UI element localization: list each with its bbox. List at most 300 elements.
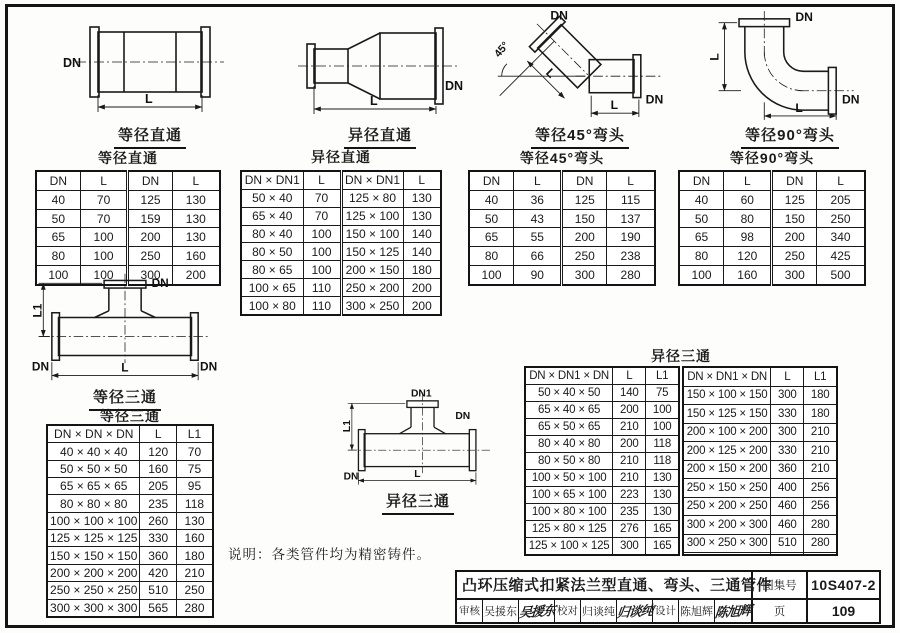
table-cell: 210 bbox=[176, 564, 213, 581]
table-cell: 130 bbox=[172, 228, 220, 247]
column-header: L1 bbox=[646, 367, 679, 385]
table-row bbox=[683, 442, 837, 461]
table-cell: 40 bbox=[36, 190, 80, 209]
table-cell bbox=[683, 553, 771, 555]
header-row bbox=[241, 171, 441, 189]
table-row bbox=[679, 209, 865, 228]
diagram-caption-text: 等径三通 bbox=[89, 386, 161, 411]
table-cell: 130 bbox=[172, 190, 220, 209]
table-cell: 50 × 40 × 50 bbox=[525, 385, 613, 402]
table-cell: 125 × 125 × 125 bbox=[47, 530, 140, 547]
table-cell: 100 bbox=[80, 266, 128, 285]
table-cell: 100 bbox=[303, 261, 341, 279]
table-row bbox=[47, 495, 213, 512]
elbow-45-table bbox=[468, 170, 656, 286]
table-cell: 150 × 125 × 150 bbox=[683, 405, 771, 424]
table-cell: 118 bbox=[176, 495, 213, 512]
note-text: 说明：各类管件均为精密铸件。 bbox=[228, 547, 431, 562]
equal-coupling-diagram bbox=[60, 10, 240, 122]
table-cell: 130 bbox=[176, 512, 213, 529]
checker-name: 归谈纯 bbox=[581, 600, 617, 622]
table-cell: 565 bbox=[140, 599, 177, 617]
table-row bbox=[525, 469, 679, 486]
header-row bbox=[47, 425, 213, 443]
table-cell: 115 bbox=[607, 190, 655, 209]
dn-label: DN bbox=[550, 8, 568, 23]
table-cell: 50 bbox=[36, 209, 80, 228]
table-cell: 65 × 65 × 65 bbox=[47, 478, 140, 495]
table-cell: 100 bbox=[36, 266, 80, 285]
table-cell: 300 bbox=[771, 386, 804, 405]
table-row bbox=[36, 209, 220, 228]
table-cell: 420 bbox=[140, 564, 177, 581]
table-cell: 75 bbox=[646, 385, 679, 402]
table-cell: 80 bbox=[679, 247, 724, 266]
table-row bbox=[47, 564, 213, 581]
table-cell: 65 bbox=[36, 228, 80, 247]
table-row bbox=[47, 599, 213, 617]
column-header: DN × DN1 bbox=[241, 171, 303, 189]
table-cell: 65 × 40 bbox=[241, 207, 303, 225]
table-cell: 180 bbox=[804, 405, 837, 424]
table-cell: 125 bbox=[562, 190, 607, 209]
table-cell: 210 bbox=[804, 442, 837, 461]
reducing-tee-diagram bbox=[342, 386, 494, 488]
table-cell: 180 bbox=[403, 261, 441, 279]
column-header: DN × DN1 × DN bbox=[683, 367, 771, 386]
table-row bbox=[36, 228, 220, 247]
dimension-table bbox=[240, 170, 442, 316]
table-cell: 210 bbox=[613, 419, 646, 436]
roles-strip bbox=[457, 600, 753, 622]
atlas-number-label: 图集号 bbox=[753, 572, 808, 598]
table-cell: 130 bbox=[403, 207, 441, 225]
column-header: DN bbox=[562, 171, 607, 190]
table-cell: 150 bbox=[562, 209, 607, 228]
dimension-table bbox=[524, 366, 680, 556]
table-cell: 300 bbox=[771, 423, 804, 442]
table-row bbox=[525, 520, 679, 537]
table-cell: 160 bbox=[172, 247, 220, 266]
signature-text: 归谈纯 bbox=[615, 603, 654, 621]
table-row bbox=[683, 405, 837, 424]
diagram-caption bbox=[700, 124, 880, 149]
column-header: L1 bbox=[804, 367, 837, 386]
column-header: L bbox=[724, 171, 772, 190]
table-cell: 66 bbox=[514, 247, 562, 266]
table-cell: 70 bbox=[303, 207, 341, 225]
diagram-caption bbox=[342, 490, 494, 515]
column-header: DN bbox=[679, 171, 724, 190]
table-cell: 75 bbox=[176, 460, 213, 477]
table-cell: 205 bbox=[140, 478, 177, 495]
table-row bbox=[525, 537, 679, 555]
table-row bbox=[683, 497, 837, 516]
table-row bbox=[47, 530, 213, 547]
table-cell: 130 bbox=[646, 503, 679, 520]
dimension-table bbox=[682, 366, 838, 556]
table-cell: 205 bbox=[817, 190, 865, 209]
table-cell: 235 bbox=[140, 495, 177, 512]
table-cell: 200 bbox=[562, 228, 607, 247]
table-cell: 100 × 100 × 100 bbox=[47, 512, 140, 529]
table-cell: 100 bbox=[646, 402, 679, 419]
table-cell: 200 bbox=[613, 436, 646, 453]
table-cell: 80 × 50 × 80 bbox=[525, 453, 613, 470]
table-cell: 65 bbox=[469, 228, 514, 247]
table-cell: 90 bbox=[514, 266, 562, 285]
table-row bbox=[525, 385, 679, 402]
table-row bbox=[47, 547, 213, 564]
table-row bbox=[47, 478, 213, 495]
table-cell: 200 bbox=[403, 279, 441, 297]
table-cell: 80 × 80 × 80 bbox=[47, 495, 140, 512]
table-cell: 100 × 65 × 100 bbox=[525, 486, 613, 503]
table-cell: 118 bbox=[646, 453, 679, 470]
table-cell: 360 bbox=[771, 460, 804, 479]
table-cell: 125 × 80 bbox=[341, 189, 403, 207]
table-row bbox=[525, 453, 679, 470]
table-cell: 210 bbox=[613, 453, 646, 470]
diagram-caption bbox=[290, 124, 470, 149]
table-cell: 200 bbox=[613, 402, 646, 419]
column-header: DN bbox=[469, 171, 514, 190]
table-cell: 140 bbox=[613, 385, 646, 402]
table-cell: 65 × 40 × 65 bbox=[525, 402, 613, 419]
table-row bbox=[525, 486, 679, 503]
table-cell: 200 × 200 × 200 bbox=[47, 564, 140, 581]
table-cell: 250 bbox=[817, 209, 865, 228]
dn-label: DN bbox=[455, 410, 471, 422]
table-title: 异径直通 bbox=[311, 149, 371, 165]
table-cell: 160 bbox=[724, 266, 772, 285]
table-cell: 256 bbox=[804, 479, 837, 498]
table-cell: 165 bbox=[646, 537, 679, 555]
equal-tee-table bbox=[46, 424, 214, 618]
dn-label: DN bbox=[200, 359, 218, 374]
table-cell: 40 bbox=[679, 190, 724, 209]
table-cell: 280 bbox=[804, 534, 837, 553]
table-cell: 150 × 100 bbox=[341, 225, 403, 243]
checker-label: 校对 bbox=[555, 600, 581, 622]
table-cell: 80 × 65 bbox=[241, 261, 303, 279]
table-cell: 210 bbox=[804, 460, 837, 479]
dim-label: L bbox=[145, 92, 153, 106]
table-row bbox=[683, 423, 837, 442]
table-cell: 100 bbox=[80, 247, 128, 266]
table-cell: 125 bbox=[128, 190, 172, 209]
table-cell: 100 × 80 bbox=[241, 297, 303, 316]
dim-label: L1 bbox=[30, 303, 45, 318]
table-cell: 159 bbox=[128, 209, 172, 228]
column-header: L bbox=[303, 171, 341, 189]
table-cell: 250 × 200 × 250 bbox=[683, 497, 771, 516]
column-header: L bbox=[514, 171, 562, 190]
dn-label: DN bbox=[151, 276, 169, 291]
table-title: 等径直通 bbox=[98, 150, 158, 166]
table-cell: 300 bbox=[772, 266, 817, 285]
table-row bbox=[679, 247, 865, 266]
column-header: L bbox=[172, 171, 220, 190]
table-cell: 100 bbox=[469, 266, 514, 285]
table-cell: 120 bbox=[724, 247, 772, 266]
table-cell: 130 bbox=[646, 469, 679, 486]
table-row bbox=[47, 443, 213, 460]
designer-name: 陈旭辉 bbox=[679, 600, 715, 622]
table-cell: 100 × 65 bbox=[241, 279, 303, 297]
table-title: 等径90°弯头 bbox=[729, 150, 815, 166]
table-cell: 300 bbox=[128, 266, 172, 285]
title-block-row-1 bbox=[457, 572, 879, 598]
table-cell: 250 bbox=[176, 582, 213, 599]
reviewer-signature bbox=[519, 600, 555, 622]
table-cell: 340 bbox=[817, 228, 865, 247]
table-row bbox=[241, 207, 441, 225]
column-header: DN × DN1 bbox=[341, 171, 403, 189]
table-cell: 200 bbox=[128, 228, 172, 247]
table-cell: 300 × 300 × 300 bbox=[47, 599, 140, 617]
elbow-90-diagram bbox=[706, 5, 876, 124]
diagram-caption-text: 等径90°弯头 bbox=[741, 124, 839, 149]
table-cell: 500 bbox=[817, 266, 865, 285]
column-header: L bbox=[403, 171, 441, 189]
table-cell: 100 × 50 × 100 bbox=[525, 469, 613, 486]
diagram-caption-text: 异径直通 bbox=[344, 124, 416, 149]
diagram-caption-text: 等径45°弯头 bbox=[531, 124, 629, 149]
table-cell: 200 bbox=[172, 266, 220, 285]
table-cell: 100 bbox=[646, 419, 679, 436]
table-row bbox=[525, 419, 679, 436]
table-cell: 330 bbox=[771, 442, 804, 461]
table-cell: 80 × 40 × 80 bbox=[525, 436, 613, 453]
table-cell: 130 bbox=[403, 189, 441, 207]
designer-signature bbox=[715, 600, 751, 622]
table-cell: 100 bbox=[303, 243, 341, 261]
signature-text: 吴援东 bbox=[517, 603, 556, 621]
table-cell: 190 bbox=[607, 228, 655, 247]
table-row bbox=[241, 189, 441, 207]
atlas-number: 10S407-2 bbox=[811, 576, 876, 593]
table-cell: 140 bbox=[403, 243, 441, 261]
table-cell: 80 bbox=[36, 247, 80, 266]
elbow-90-table bbox=[678, 170, 866, 286]
reducer-coupling-table bbox=[240, 170, 442, 316]
dn-label: DN bbox=[31, 359, 50, 374]
diagram-caption-text: 等径直通 bbox=[114, 124, 186, 149]
table-cell: 130 bbox=[646, 486, 679, 503]
table-cell: 330 bbox=[140, 530, 177, 547]
table-row bbox=[241, 225, 441, 243]
table-cell: 250 bbox=[562, 247, 607, 266]
column-header: DN bbox=[128, 171, 172, 190]
column-header: DN bbox=[772, 171, 817, 190]
table-cell: 110 bbox=[303, 297, 341, 316]
table-cell: 223 bbox=[613, 486, 646, 503]
table-row bbox=[469, 228, 655, 247]
dim-label: L bbox=[610, 98, 619, 113]
column-header: L bbox=[771, 367, 804, 386]
table-cell: 50 bbox=[469, 209, 514, 228]
table-cell: 510 bbox=[771, 534, 804, 553]
table-cell: 40 bbox=[469, 190, 514, 209]
dn1-label: DN1 bbox=[411, 388, 432, 400]
table-cell: 300 bbox=[562, 266, 607, 285]
table-cell: 256 bbox=[804, 497, 837, 516]
table-row bbox=[47, 582, 213, 599]
table-cell: 40 × 40 × 40 bbox=[47, 443, 140, 460]
column-header: L bbox=[140, 425, 177, 443]
reviewer-label: 审核 bbox=[457, 600, 483, 622]
signature-text: 陈旭辉 bbox=[714, 603, 752, 621]
table-title: 异径三通 bbox=[651, 348, 711, 364]
table-cell: 80 × 50 bbox=[241, 243, 303, 261]
equal-tee-diagram bbox=[30, 268, 220, 386]
table-row bbox=[683, 386, 837, 405]
table-cell: 80 bbox=[469, 247, 514, 266]
table-cell: 150 × 100 × 150 bbox=[683, 386, 771, 405]
reducing-tee-table-left bbox=[524, 366, 680, 556]
table-cell: 200 bbox=[403, 297, 441, 316]
header-row bbox=[469, 171, 655, 190]
table-row bbox=[683, 516, 837, 535]
column-header: L bbox=[613, 367, 646, 385]
table-cell: 300 × 200 × 300 bbox=[683, 516, 771, 535]
table-cell: 140 bbox=[403, 225, 441, 243]
table-row bbox=[241, 261, 441, 279]
table-cell: 510 bbox=[140, 582, 177, 599]
table-cell: 210 bbox=[613, 469, 646, 486]
title-block bbox=[455, 570, 881, 624]
table-cell: 50 × 50 × 50 bbox=[47, 460, 140, 477]
reducing-tee-table-right bbox=[682, 366, 838, 556]
column-header: DN bbox=[36, 171, 80, 190]
table-cell: 60 bbox=[724, 190, 772, 209]
diagram-caption-text: 异径三通 bbox=[382, 490, 454, 515]
table-cell: 300 bbox=[613, 537, 646, 555]
table-cell: 100 bbox=[679, 266, 724, 285]
table-cell: 200 × 150 bbox=[341, 261, 403, 279]
table-cell: 55 bbox=[514, 228, 562, 247]
table-cell: 150 × 150 × 150 bbox=[47, 547, 140, 564]
table-cell: 125 bbox=[772, 190, 817, 209]
dim-label: L bbox=[370, 94, 378, 108]
table-row bbox=[47, 512, 213, 529]
dim-label: L bbox=[795, 101, 803, 116]
elbow-45-diagram bbox=[490, 6, 670, 123]
table-row bbox=[241, 243, 441, 261]
dim-label: L1 bbox=[342, 420, 354, 433]
sheet-title: 凸环压缩式扣紧法兰型直通、弯头、三通管件 bbox=[457, 572, 753, 598]
dn-label: DN bbox=[343, 471, 359, 483]
column-header: L bbox=[80, 171, 128, 190]
dn-label: DN bbox=[795, 9, 813, 24]
table-row bbox=[47, 460, 213, 477]
table-cell: 276 bbox=[613, 520, 646, 537]
table-cell: 100 × 80 × 100 bbox=[525, 503, 613, 520]
table-cell: 125 × 100 × 125 bbox=[525, 537, 613, 555]
table-cell: 70 bbox=[176, 443, 213, 460]
table-cell: 98 bbox=[724, 228, 772, 247]
table-cell: 460 bbox=[771, 516, 804, 535]
table-cell: 70 bbox=[80, 190, 128, 209]
table-cell bbox=[771, 553, 804, 555]
table-cell: 238 bbox=[607, 247, 655, 266]
diagram-caption bbox=[490, 124, 670, 149]
table-row bbox=[469, 190, 655, 209]
table-cell: 50 bbox=[679, 209, 724, 228]
column-header: L1 bbox=[176, 425, 213, 443]
dim-label: L bbox=[121, 360, 129, 375]
page-label: 页 bbox=[753, 600, 808, 622]
table-cell bbox=[804, 553, 837, 555]
table-cell: 250 bbox=[128, 247, 172, 266]
dimension-table bbox=[468, 170, 656, 286]
table-cell: 235 bbox=[613, 503, 646, 520]
diagram-caption bbox=[60, 124, 240, 149]
header-row bbox=[679, 171, 865, 190]
table-cell: 70 bbox=[303, 189, 341, 207]
table-cell: 80 bbox=[724, 209, 772, 228]
table-cell: 210 bbox=[804, 423, 837, 442]
dn-label: DN bbox=[842, 92, 860, 107]
table-cell: 280 bbox=[607, 266, 655, 285]
table-row bbox=[525, 503, 679, 520]
table-cell: 125 × 80 × 125 bbox=[525, 520, 613, 537]
table-row bbox=[469, 209, 655, 228]
dn-label: DN bbox=[445, 79, 464, 93]
table-cell: 330 bbox=[771, 405, 804, 424]
table-cell: 460 bbox=[771, 497, 804, 516]
checker-signature bbox=[617, 600, 653, 622]
table-cell: 160 bbox=[176, 530, 213, 547]
table-cell: 160 bbox=[140, 460, 177, 477]
table-cell: 150 bbox=[772, 209, 817, 228]
table-cell: 250 × 250 × 250 bbox=[47, 582, 140, 599]
table-cell: 300 × 250 × 300 bbox=[683, 534, 771, 553]
table-title: 等径45°弯头 bbox=[519, 150, 605, 166]
table-cell: 65 bbox=[679, 228, 724, 247]
table-cell: 80 × 40 bbox=[241, 225, 303, 243]
table-cell: 200 × 125 × 200 bbox=[683, 442, 771, 461]
table-cell: 180 bbox=[176, 547, 213, 564]
column-header: DN × DN1 × DN bbox=[525, 367, 613, 385]
table-cell: 150 × 125 bbox=[341, 243, 403, 261]
reviewer-name: 吴援东 bbox=[483, 600, 519, 622]
table-row bbox=[683, 534, 837, 553]
table-cell: 36 bbox=[514, 190, 562, 209]
table-cell: 110 bbox=[303, 279, 341, 297]
table-row bbox=[683, 553, 837, 555]
dim-label: L bbox=[414, 469, 421, 481]
table-cell: 125 × 100 bbox=[341, 207, 403, 225]
table-cell: 95 bbox=[176, 478, 213, 495]
table-cell: 260 bbox=[140, 512, 177, 529]
table-cell: 250 bbox=[772, 247, 817, 266]
table-cell: 100 bbox=[303, 225, 341, 243]
table-cell: 130 bbox=[172, 209, 220, 228]
angle-label: 45° bbox=[492, 39, 512, 60]
table-row bbox=[679, 190, 865, 209]
column-header: DN × DN × DN bbox=[47, 425, 140, 443]
table-cell: 118 bbox=[646, 436, 679, 453]
table-cell: 250 × 200 bbox=[341, 279, 403, 297]
table-row bbox=[36, 190, 220, 209]
table-cell: 425 bbox=[817, 247, 865, 266]
table-cell: 65 × 50 × 65 bbox=[525, 419, 613, 436]
table-cell: 180 bbox=[804, 386, 837, 405]
reducer-coupling-diagram bbox=[290, 10, 470, 122]
dim-label: L bbox=[543, 65, 559, 81]
